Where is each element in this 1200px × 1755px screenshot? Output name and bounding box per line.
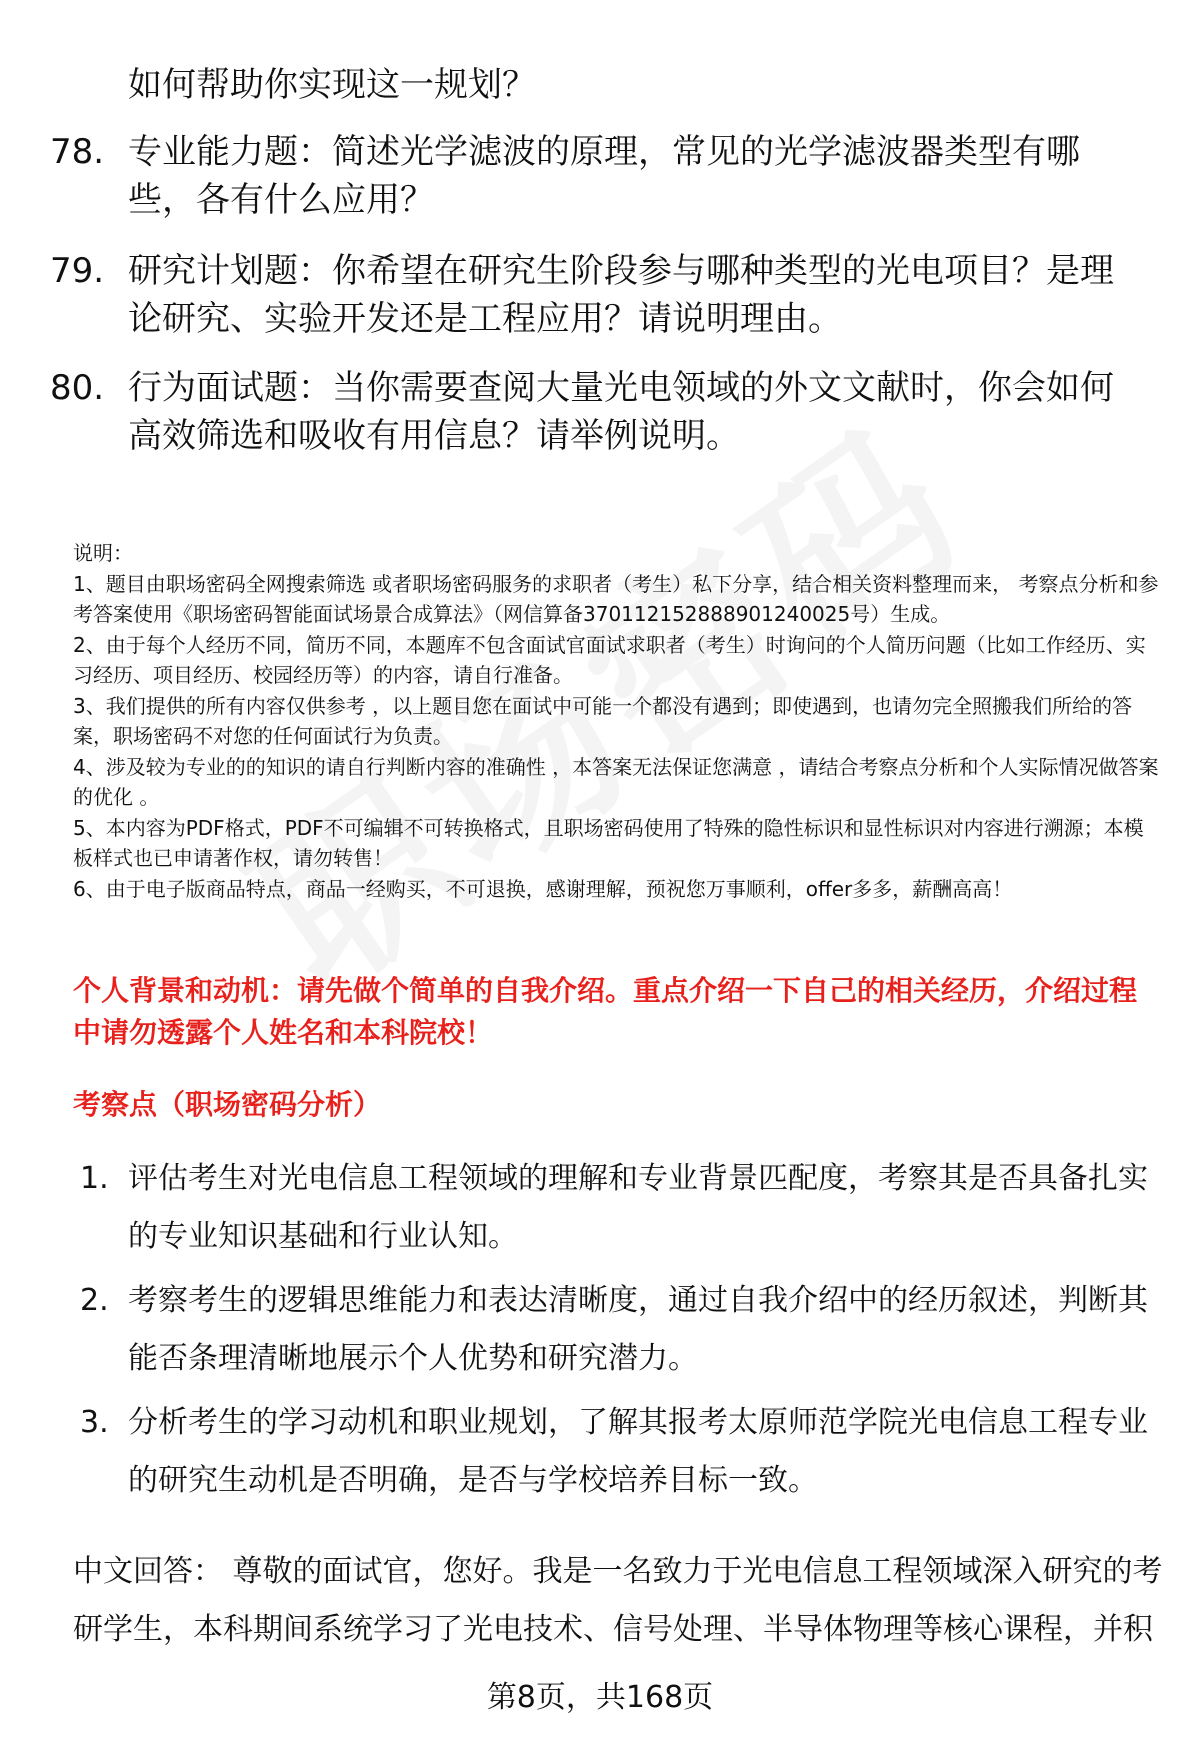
point-text: 评估考生对光电信息工程领域的理解和专业背景匹配度，考察其是否具备扎实的专业知识基础和行业认知。 — [128, 1161, 1148, 1254]
point-text: 分析考生的学习动机和职业规划，了解其报考太原师范学院光电信息工程专业的研究生动机是否明确，是否与学校培养目标一致。 — [128, 1405, 1148, 1498]
question-item — [50, 128, 1150, 224]
page-number: 第8页，共168页 — [486, 1680, 714, 1715]
note-item: 1、题目由职场密码全网搜索筛选 或者职场密码服务的求职者（考生）私下分享，结合相关资料整理而来， 考察点分析和参考答案使用《职场密码智能面试场景合成算法》（网信算备370112152888901240025号）生成。 — [73, 571, 1159, 626]
note-item: 4、涉及较为专业的的知识的请自行判断内容的准确性 ，本答案无法保证您满意 ，请结合考察点分析和个人实际情况做答案的优化 。 — [73, 754, 1159, 809]
notes-title: 说明： — [73, 541, 133, 565]
note-item: 6、由于电子版商品特点，商品一经购买，不可退换，感谢理解，预祝您万事顺利，offer多多，薪酬高高！ — [73, 876, 1013, 901]
question-text: 研究计划题：你希望在研究生阶段参与哪种类型的光电项目？是理论研究、实验开发还是工程应用？请说明理由。 — [128, 251, 1114, 339]
analysis-points — [80, 1150, 1160, 1516]
point-text: 考察考生的逻辑思维能力和表达清晰度，通过自我介绍中的经历叙述，判断其能否条理清晰地展示个人优势和研究潜力。 — [128, 1283, 1148, 1376]
question-number: 78. — [50, 132, 105, 172]
analysis-point — [80, 1272, 1160, 1388]
question-number: 79. — [50, 251, 105, 291]
question-text: 专业能力题：简述光学滤波的原理，常见的光学滤波器类型有哪些，各有什么应用？ — [128, 132, 1080, 220]
point-number: 2. — [80, 1283, 109, 1318]
section-subheading: 考察点（职场密码分析） — [73, 1088, 382, 1121]
point-number: 3. — [80, 1405, 109, 1440]
point-number: 1. — [80, 1161, 109, 1196]
question-item — [50, 247, 1150, 343]
question-item — [50, 364, 1150, 460]
analysis-point — [80, 1150, 1160, 1266]
notes-block — [73, 538, 1163, 904]
question-continuation: 如何帮助你实现这一规划？ — [128, 65, 536, 105]
question-text: 行为面试题：当你需要查阅大量光电领域的外文文献时，你会如何高效筛选和吸收有用信息？请举例说明。 — [128, 368, 1114, 456]
section-heading: 个人背景和动机：请先做个简单的自我介绍。重点介绍一下自己的相关经历，介绍过程中请勿透露个人姓名和本科院校！ — [73, 974, 1138, 1049]
question-number: 80. — [50, 368, 105, 408]
answer-text: 中文回答： 尊敬的面试官，您好。我是一名致力于光电信息工程领域深入研究的考研学生，本科期间系统学习了光电技术、信号处理、半导体物理等核心课程，并积 — [73, 1554, 1163, 1647]
analysis-point — [80, 1394, 1160, 1510]
note-item: 3、我们提供的所有内容仅供参考 ，以上题目您在面试中可能一个都没有遇到；即使遇到，也请勿完全照搬我们所给的答案，职场密码不对您的任何面试行为负责。 — [73, 693, 1133, 748]
note-item: 5、本内容为PDF格式，PDF不可编辑不可转换格式，且职场密码使用了特殊的隐性标识和显性标识对内容进行溯源；本模板样式也已申请著作权，请勿转售！ — [73, 815, 1144, 870]
note-item: 2、由于每个人经历不同，简历不同，本题库不包含面试官面试求职者（考生）时询问的个人简历问题（比如工作经历、实习经历、项目经历、校园经历等）的内容，请自行准备。 — [73, 632, 1146, 687]
